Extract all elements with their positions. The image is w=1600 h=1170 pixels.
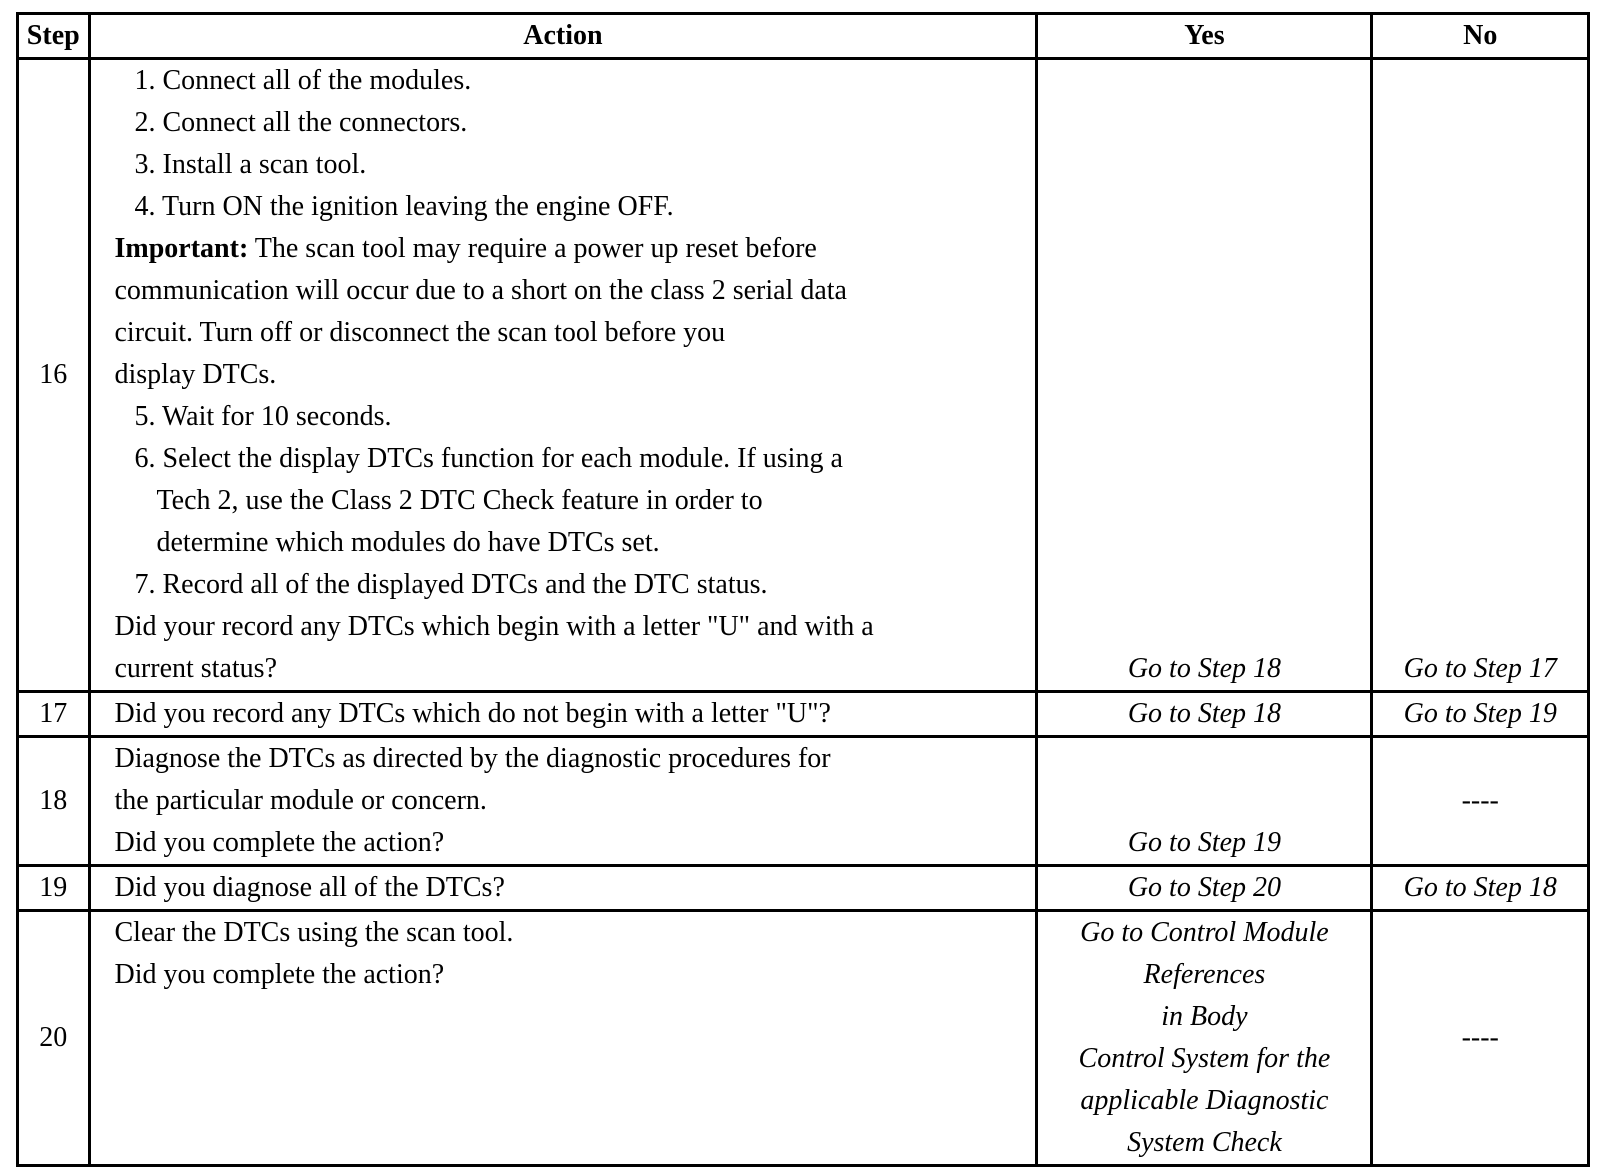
action-cell [89,59,1037,692]
yes-link-line[interactable]: applicable Diagnostic [1080,1085,1329,1116]
no-empty: ---- [1372,911,1589,1166]
yes-link[interactable]: Go to Step 18 [1037,692,1372,737]
yes-link[interactable] [1037,911,1372,1166]
step-number: 18 [18,737,90,866]
action-question: Did you record any DTCs which do not begin with a letter "U"? [114,698,831,729]
table-row-step-19 [18,866,1589,911]
important-text: communication will occur due to a short on the class 2 serial data [114,275,847,306]
no-link[interactable]: Go to Step 18 [1372,866,1589,911]
action-item: 3. Install a scan tool. [134,149,367,180]
table-row-step-18 [18,737,1589,866]
yes-link-line[interactable]: References [1143,959,1266,990]
important-note [115,228,1028,270]
action-question: Did you complete the action? [114,827,445,858]
important-text: The scan tool may require a power up reset before [248,233,817,264]
step-number: 16 [18,59,90,692]
action-text: Diagnose the DTCs as directed by the diagnostic procedures for [114,743,831,774]
table-row-step-20 [18,911,1589,1166]
action-item: 1. Connect all of the modules. [134,65,472,96]
header-row [18,14,1589,59]
action-item: 2. Connect all the connectors. [134,107,468,138]
step-number: 20 [18,911,90,1166]
important-text: display DTCs. [114,359,277,390]
yes-link[interactable]: Go to Step 19 [1037,737,1372,866]
no-link[interactable]: Go to Step 19 [1372,692,1589,737]
action-item: 4. Turn ON the ignition leaving the engine OFF. [134,191,674,222]
yes-link-line[interactable]: in Body [1161,1001,1248,1032]
yes-link-line[interactable]: Go to Control Module [1080,917,1329,948]
step-number: 19 [18,866,90,911]
table-row-step-17 [18,692,1589,737]
header-yes: Yes [1037,14,1372,59]
header-action: Action [89,14,1037,59]
important-label: Important: [114,233,249,264]
yes-link-line[interactable]: Control System for the [1078,1043,1331,1074]
diagnostic-table [16,12,1590,1167]
action-cell [89,911,1037,1166]
action-item-continued: Tech 2, use the Class 2 DTC Check feature in order to [156,485,763,516]
action-text: Clear the DTCs using the scan tool. [114,917,514,948]
diagnostic-table-container [16,12,1590,1167]
action-question: current status? [114,653,277,684]
action-item: 5. Wait for 10 seconds. [134,401,392,432]
no-empty: ---- [1372,737,1589,866]
no-link[interactable]: Go to Step 17 [1372,59,1589,692]
header-no: No [1372,14,1589,59]
action-question: Did you complete the action? [114,959,445,990]
yes-link[interactable]: Go to Step 20 [1037,866,1372,911]
action-cell [89,737,1037,866]
table-row-step-16 [18,59,1589,692]
step-number: 17 [18,692,90,737]
action-item: 7. Record all of the displayed DTCs and the DTC status. [134,569,768,600]
important-text: circuit. Turn off or disconnect the scan tool before you [114,317,726,348]
yes-link-line[interactable]: System Check [1127,1127,1282,1158]
action-item: 6. Select the display DTCs function for each module. If using a [134,443,843,474]
action-cell [89,692,1037,737]
header-step: Step [18,14,90,59]
action-question: Did you diagnose all of the DTCs? [114,872,505,903]
action-question: Did your record any DTCs which begin with a letter "U" and with a [114,611,874,642]
action-cell [89,866,1037,911]
action-text: the particular module or concern. [114,785,487,816]
action-item-continued: determine which modules do have DTCs set. [156,527,660,558]
yes-link[interactable]: Go to Step 18 [1037,59,1372,692]
